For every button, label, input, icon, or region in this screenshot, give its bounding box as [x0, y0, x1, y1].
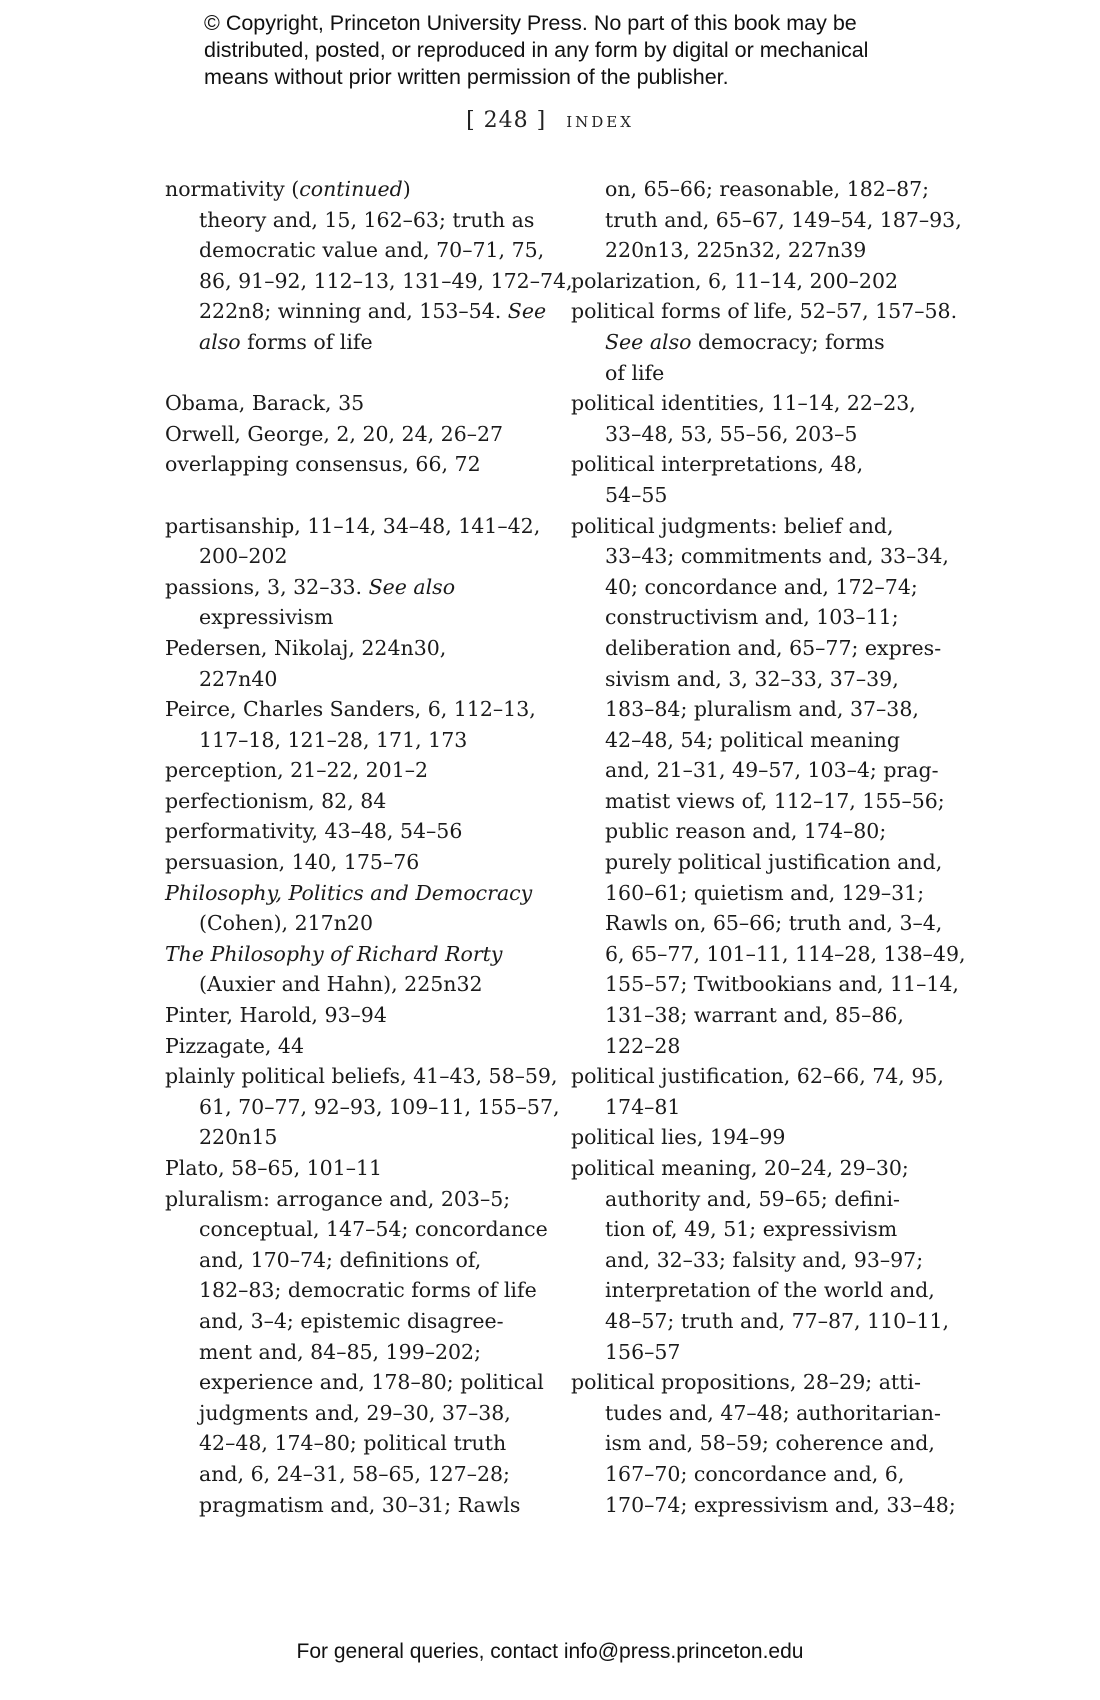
letter-gap: [165, 480, 565, 511]
running-head: [0, 108, 1100, 133]
index-entry: political propositions, 28–29; atti- tudes and, 47–48; authoritarian- ism and, 58–59; coherence and, 167–70; concordance and, 6, 170–74; expressivism and, 33–48;: [571, 1370, 956, 1517]
index-entry: Plato, 58–65, 101–11: [165, 1156, 383, 1180]
index-entry: perception, 21–22, 201–2: [165, 758, 429, 783]
index-entry: plainly political beliefs, 41–43, 58–59, 61, 70–77, 92–93, 109–11, 155–57, 220n15: [165, 1064, 560, 1150]
index-entry: Philosophy, Politics and Democracy (Cohen), 217n20: [165, 880, 533, 936]
index-entry: pluralism: arrogance and, 203–5; conceptual, 147–54; concordance and, 170–74; definitions of, 182–83; democratic forms of life and, 3–4; epistemic disagree- ment and, 84–85, 199–202; experience and, 178–80; political judgments and, 29–30, 37–38, 42–48, 174–80; political truth and, 6, 24–31, 58–65, 127–28; pragmatism and, 30–31; Rawls: [165, 1186, 548, 1517]
index-entry: polarization, 6, 11–14, 200–202: [571, 268, 899, 293]
index-entry: Peirce, Charles Sanders, 6, 112–13, 117–18, 121–28, 171, 173: [165, 697, 536, 752]
index-entry: Pizzagate, 44: [165, 1033, 305, 1058]
index-entry: political justification, 62–66, 74, 95, 174–81: [571, 1064, 944, 1119]
footer-contact: For general queries, contact info@press.princeton.edu: [296, 1640, 804, 1663]
index-entry: perfectionism, 82, 84: [165, 788, 387, 813]
copyright-notice: [204, 10, 964, 91]
index-column-right: [571, 174, 971, 1520]
index-entry: Orwell, George, 2, 20, 24, 26–27: [165, 421, 504, 446]
index-entry: partisanship, 11–14, 34–48, 141–42, 200–202: [165, 513, 541, 569]
index-entry: political identities, 11–14, 22–23, 33–48, 53, 55–56, 203–5: [571, 391, 916, 446]
page-number: [ 248 ]: [466, 108, 547, 133]
copyright-line: means without prior written permission of the publisher.: [204, 65, 729, 89]
letter-gap: [165, 358, 565, 389]
index-column-left: [165, 174, 573, 1520]
index-entry: political judgments: belief and, 33–43; commitments and, 33–34, 40; concordance and, 172–74; constructivism and, 103–11; deliberation and, 65–77; expres- sivism and, 3, 32–33, 37–39, 183–84; pluralism and, 37–38, 42–48, 54; political meaning and, 21–31, 49–57, 103–4; prag- matist views of, 112–17, 155–56; public reason and, 174–80; purely political justification and, 160–61; quietism and, 129–31; Rawls on, 65–66; truth and, 3–4, 6, 65–77, 101–11, 114–28, 138–49, 155–57; Twitbookians and, 11–14, 131–38; warrant and, 85–86, 122–28: [571, 513, 966, 1058]
section-title: index: [566, 108, 634, 132]
index-entry: The Philosophy of Richard Rorty (Auxier and Hahn), 225n32: [165, 941, 503, 997]
index-entry: political forms of life, 52–57, 157–58. See also democracy; forms of life: [571, 299, 958, 385]
copyright-line: © Copyright, Princeton University Press. No part of this book may be: [204, 11, 857, 35]
index-entry: political meaning, 20–24, 29–30; authority and, 59–65; defini- tion of, 49, 51; expressivism and, 32–33; falsity and, 93–97; interpretation of the world and, 48–57; truth and, 77–87, 110–11, 156–57: [571, 1156, 950, 1364]
index-entry: Pedersen, Nikolaj, 224n30, 227n40: [165, 635, 447, 691]
index-entry: passions, 3, 32–33. See also expressivism: [165, 574, 456, 630]
index-entry: normativity (continued) theory and, 15, 162–63; truth as democratic value and, 70–71, 75, 86, 91–92, 112–13, 131–49, 172–74, 222n8; winning and, 153–54. See also forms of life: [165, 177, 573, 354]
index-entry: Pinter, Harold, 93–94: [165, 1003, 387, 1028]
index-entry: Obama, Barack, 35: [165, 391, 365, 416]
index-entry-continued: on, 65–66; reasonable, 182–87; truth and, 65–67, 149–54, 187–93, 220n13, 225n32, 227n39: [605, 177, 962, 263]
copyright-line: distributed, posted, or reproduced in any form by digital or mechanical: [204, 38, 869, 62]
index-entry: performativity, 43–48, 54–56: [165, 819, 463, 844]
index-entry: persuasion, 140, 175–76: [165, 850, 420, 875]
index-entry: political interpretations, 48, 54–55: [571, 452, 864, 507]
index-entry: political lies, 194–99: [571, 1125, 786, 1150]
index-entry: overlapping consensus, 66, 72: [165, 452, 481, 477]
